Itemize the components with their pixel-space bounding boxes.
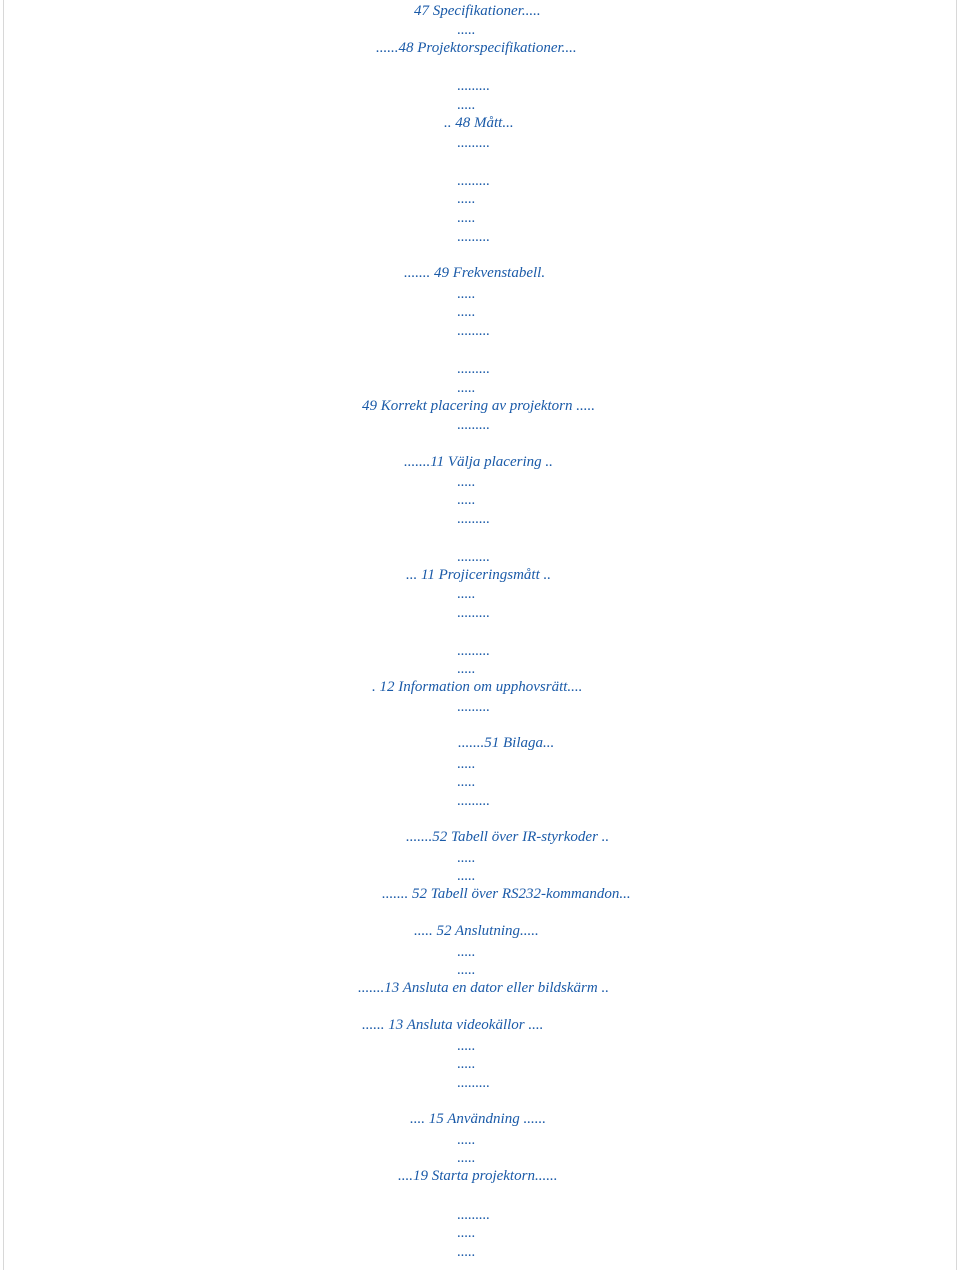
toc-leader: .........	[457, 323, 490, 339]
toc-leader: .........	[457, 78, 490, 94]
toc-leader: .........	[457, 605, 490, 621]
toc-leader: .........	[457, 417, 490, 433]
toc-entry[interactable]: .......52 Tabell över IR-styrkoder ..	[406, 829, 610, 845]
toc-leader: .....	[457, 492, 476, 508]
toc-leader: .....	[457, 774, 476, 790]
toc-leader: .........	[457, 1207, 490, 1223]
toc-entry[interactable]: .......13 Ansluta en dator eller bildskärm ..	[358, 980, 609, 996]
toc-leader: .........	[457, 173, 490, 189]
toc-leader: .....	[457, 97, 476, 113]
toc-leader: .....	[457, 586, 476, 602]
toc-leader: .........	[457, 135, 490, 151]
toc-leader: .....	[457, 1038, 476, 1054]
toc-leader: .....	[457, 1056, 476, 1072]
toc-entry[interactable]: . 12 Information om upphovsrätt....	[372, 679, 583, 695]
toc-entry[interactable]: ... 11 Projiceringsmått ..	[406, 567, 551, 583]
toc-leader: .....	[457, 962, 476, 978]
toc-leader: .....	[457, 944, 476, 960]
toc-leader: .....	[457, 210, 476, 226]
toc-entry[interactable]: ....... 49 Frekvenstabell.	[404, 265, 546, 281]
toc-leader: .........	[457, 699, 490, 715]
toc-leader: .....	[457, 756, 476, 772]
toc-leader: .....	[457, 191, 476, 207]
toc-leader: .........	[457, 549, 490, 565]
toc-leader: .....	[457, 304, 476, 320]
toc-leader: .........	[457, 511, 490, 527]
toc-entry[interactable]: .......51 Bilaga...	[458, 735, 555, 751]
toc-entry[interactable]: ...... 13 Ansluta videokällor ....	[362, 1017, 544, 1033]
toc-leader: .....	[457, 868, 476, 884]
toc-leader: .........	[457, 643, 490, 659]
toc-leader: .....	[457, 380, 476, 396]
toc-leader: .....	[457, 1132, 476, 1148]
toc-leader: .........	[457, 229, 490, 245]
toc-entry[interactable]: ..... 52 Anslutning.....	[414, 923, 539, 939]
toc-entry[interactable]: 47 Specifikationer.....	[414, 3, 541, 19]
toc-leader: .....	[457, 661, 476, 677]
toc-entry[interactable]: ....19 Starta projektorn......	[398, 1168, 558, 1184]
toc-leader: .....	[457, 1150, 476, 1166]
toc-leader: .........	[457, 793, 490, 809]
toc-entry[interactable]: ......48 Projektorspecifikationer....	[376, 40, 577, 56]
toc-entry[interactable]: .. 48 Mått...	[444, 115, 514, 131]
toc-leader: .....	[457, 1225, 476, 1241]
toc-leader: .....	[457, 286, 476, 302]
toc-leader: .....	[457, 22, 476, 38]
toc-leader: .....	[457, 1244, 476, 1260]
toc-leader: .....	[457, 474, 476, 490]
toc-leader: .........	[457, 1075, 490, 1091]
toc-leader: .........	[457, 361, 490, 377]
toc-entry[interactable]: .......11 Välja placering ..	[404, 454, 553, 470]
toc-leader: .....	[457, 850, 476, 866]
toc-entry[interactable]: 49 Korrekt placering av projektorn .....	[362, 398, 596, 414]
toc-entry[interactable]: .... 15 Användning ......	[410, 1111, 546, 1127]
toc-entry[interactable]: ....... 52 Tabell över RS232-kommandon...	[382, 886, 631, 902]
